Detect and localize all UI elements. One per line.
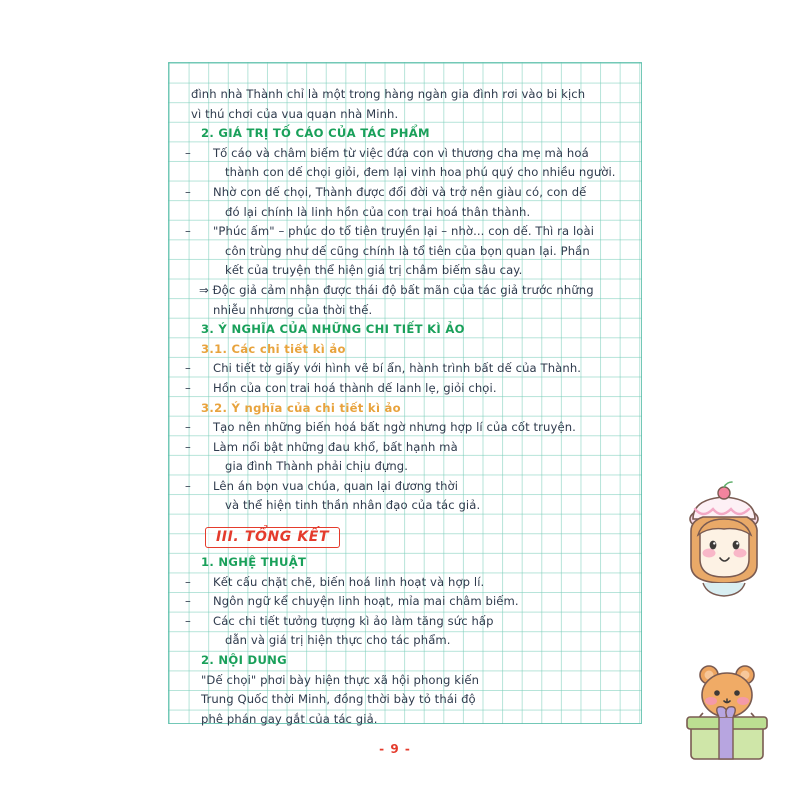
girl-with-cake-hat-sticker <box>669 479 779 599</box>
bullet-line <box>191 222 625 242</box>
bullet-line <box>191 418 625 438</box>
bullet-line <box>191 144 625 164</box>
body-line: đình nhà Thành chỉ là một trong hàng ngàn gia đình rơi vào bi kịch <box>191 87 586 101</box>
conclusion-line: ⇒ Độc giả cảm nhận được thái độ bất mãn của tác giả trước những <box>199 282 594 297</box>
body-line: Trung Quốc thời Minh, đồng thời bày tỏ thái độ <box>201 692 476 707</box>
conclusion-continuation: nhiễu nhương của thời thế. <box>213 302 373 317</box>
bullet-line <box>191 592 625 612</box>
body-line: "Dế chọi" phơi bày hiện thực xã hội phong kiến <box>201 672 480 687</box>
bullet-text: "Phúc ấm" – phúc do tổ tiên truyền lại – nhờ... con dế. Thì ra loài <box>213 224 595 239</box>
bullet-line <box>191 612 625 632</box>
grid-paper-sheet <box>168 62 642 724</box>
bullet-text: Hồn của con trai hoá thành dế lanh lẹ, giỏi chọi. <box>213 380 497 395</box>
bullet-text: Kết cấu chặt chẽ, biến hoá linh hoạt và hợp lí. <box>213 574 485 589</box>
bullet-text: Các chi tiết tưởng tượng kì ảo làm tăng sức hấp <box>213 613 494 628</box>
subsection-heading-art: 1. NGHỆ THUẬT <box>201 555 307 570</box>
body-line: vì thú chơi của vua quan nhà Minh. <box>191 106 399 121</box>
bullet-text: Ngôn ngữ kể chuyện linh hoạt, mỉa mai châm biếm. <box>213 594 519 609</box>
bullet-continuation: dẫn và giá trị hiện thực cho tác phẩm. <box>225 633 451 648</box>
bullet-text: Lên án bọn vua chúa, quan lại đương thời <box>213 478 459 493</box>
bullet-line <box>191 359 625 379</box>
section-three-title-wrap <box>191 521 625 548</box>
bullet-line <box>191 183 625 203</box>
section-title-iii: III. TỔNG KẾT <box>205 527 340 548</box>
bullet-line <box>191 379 625 399</box>
page-number: - 9 - <box>379 742 411 756</box>
bullet-text: Nhờ con dế chọi, Thành được đổi đời và trở nên giàu có, con dế <box>213 184 587 199</box>
subsection-heading-3-1: 3.1. Các chi tiết kì ảo <box>201 341 346 356</box>
body-line: phê phán gay gắt của tác giả. <box>201 711 378 726</box>
bullet-line <box>191 438 625 458</box>
bullet-line <box>191 573 625 593</box>
notes-content <box>191 85 625 726</box>
section-heading-2: 2. GIÁ TRỊ TỐ CÁO CỦA TÁC PHẨM <box>201 126 430 141</box>
bullet-continuation: đó lại chính là linh hồn của con trai hoá thân thành. <box>225 204 531 219</box>
bullet-text: Tố cáo và châm biếm từ việc đứa con vì thương cha mẹ mà hoá <box>213 145 589 160</box>
bullet-text: Chi tiết tờ giấy với hình vẽ bí ẩn, hành trình bất dế của Thành. <box>213 361 582 376</box>
bullet-text: Tạo nên những biến hoá bất ngờ nhưng hợp lí của cốt truyện. <box>213 420 576 435</box>
bullet-continuation: côn trùng như dế cũng chính là tổ tiên của bọn quan lại. Phần <box>225 243 590 258</box>
subsection-heading-content: 2. NỘI DUNG <box>201 653 287 668</box>
bullet-line <box>191 477 625 497</box>
bullet-continuation: thành con dế chọi giỏi, đem lại vinh hoa phú quý cho nhiều người. <box>225 165 616 180</box>
bullet-continuation: và thể hiện tinh thần nhân đạo của tác giả. <box>225 498 481 513</box>
bullet-continuation: gia đình Thành phải chịu đựng. <box>225 459 409 474</box>
bullet-text: Làm nổi bật những đau khổ, bất hạnh mà <box>213 439 458 454</box>
bullet-continuation: kết của truyện thể hiện giá trị châm biếm sâu cay. <box>225 263 523 278</box>
section-heading-3: 3. Ý NGHĨA CỦA NHỮNG CHI TIẾT KÌ ẢO <box>201 322 465 337</box>
subsection-heading-3-2: 3.2. Ý nghĩa của chi tiết kì ảo <box>201 400 401 415</box>
